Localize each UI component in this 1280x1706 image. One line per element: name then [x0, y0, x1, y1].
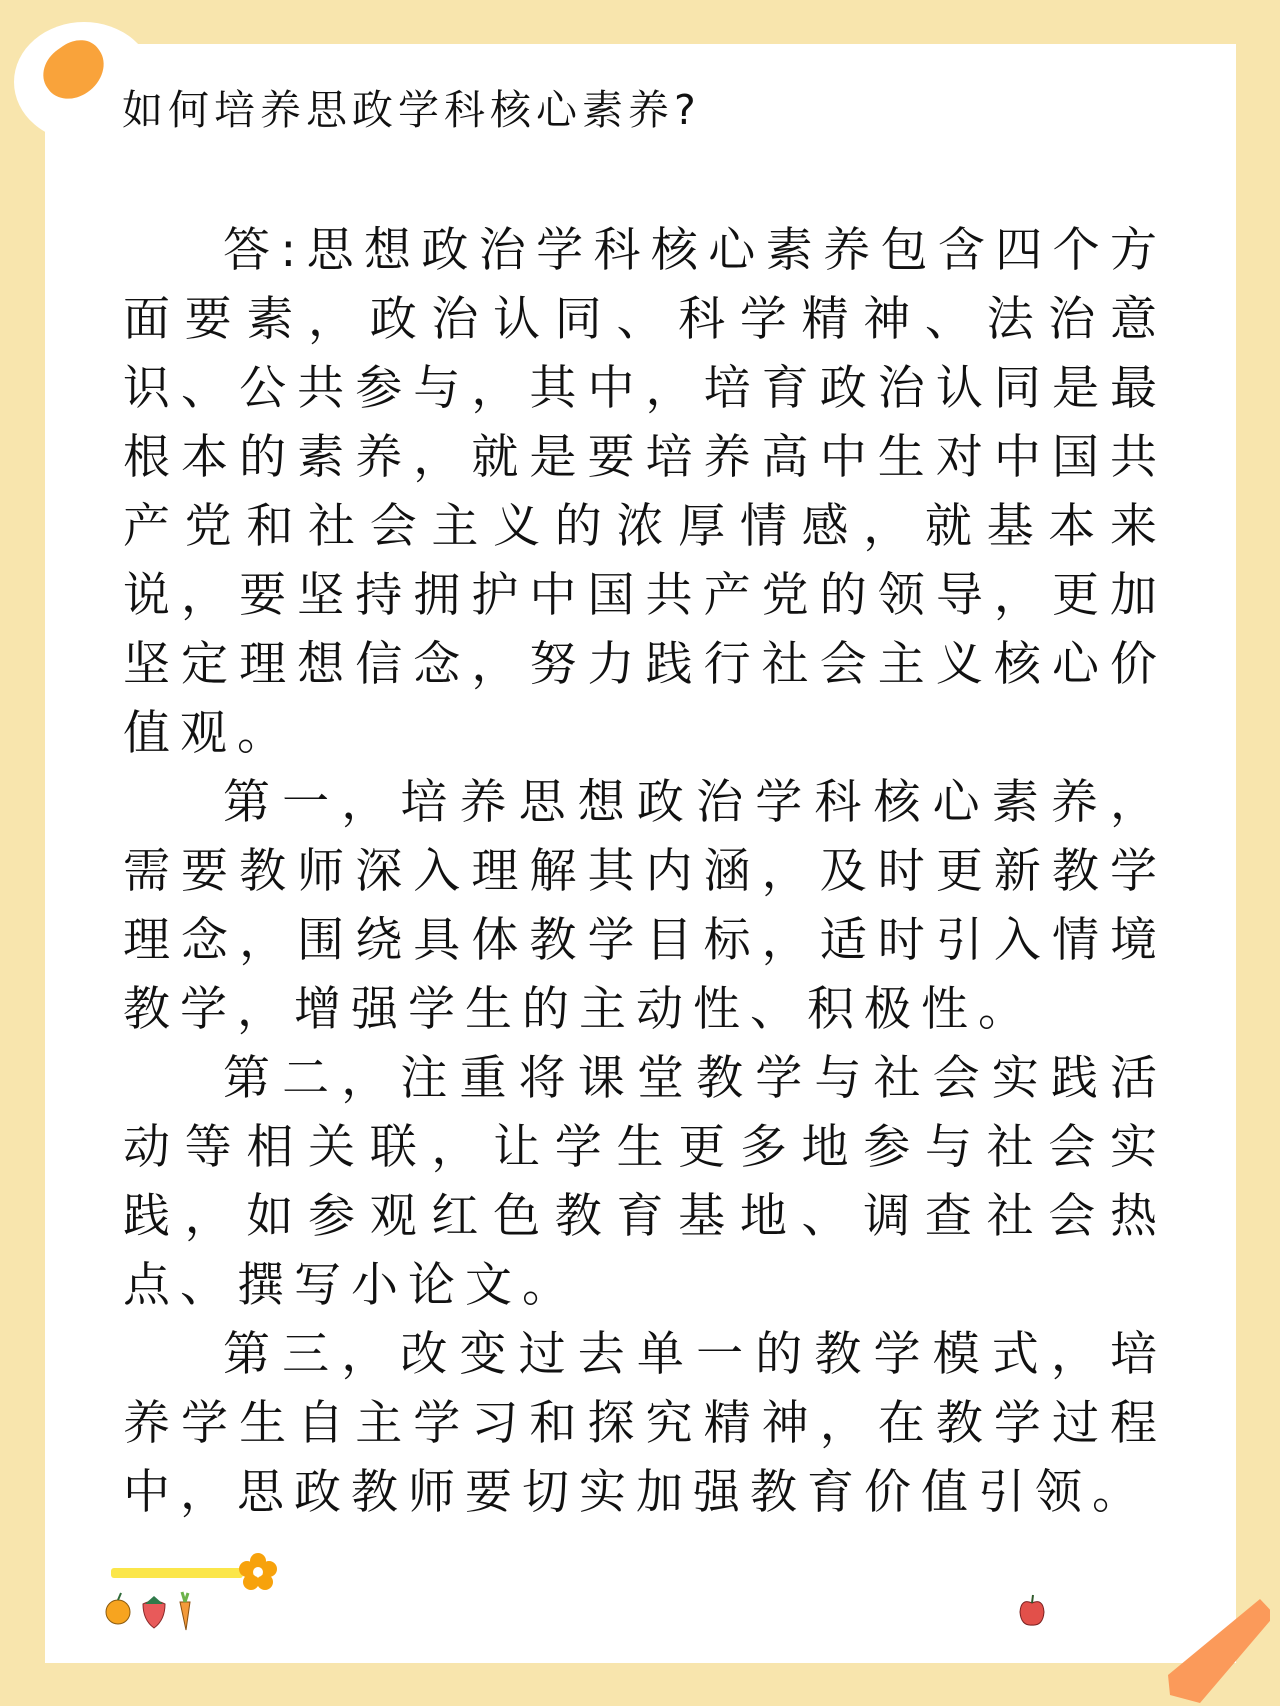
paragraph-line: 说，要坚持拥护中国共产党的领导，更加	[123, 568, 1157, 623]
paragraph-line: 根本的素养，就是要培养高中生对中国共	[123, 430, 1157, 485]
flower-icon	[238, 1552, 278, 1592]
paragraph-line: 坚定理想信念，努力践行社会主义核心价	[123, 637, 1157, 692]
paragraph-line: 需要教师深入理解其内涵，及时更新教学	[123, 844, 1157, 899]
paragraph-line: 面要素，政治认同、科学精神、法治意	[123, 292, 1157, 347]
highlight-bar	[111, 1568, 243, 1578]
paragraph-line: 产党和社会主义的浓厚情感，就基本来	[123, 499, 1157, 554]
paragraph-line: 践，如参观红色教育基地、调查社会热	[123, 1189, 1157, 1244]
paragraph-line: 理念，围绕具体教学目标，适时引入情境	[123, 913, 1157, 968]
paragraph-line: 第一，培养思想政治学科核心素养，	[223, 775, 1157, 830]
page-title: 如何培养思政学科核心素养?	[122, 86, 701, 134]
fruit-icons	[104, 1590, 194, 1632]
paragraph-line: 养学生自主学习和探究精神，在教学过程	[123, 1396, 1157, 1451]
paragraph-line: 值观。	[123, 706, 294, 761]
paragraph-line: 动等相关联，让学生更多地参与社会实	[123, 1120, 1157, 1175]
paragraph-line: 识、公共参与，其中，培育政治认同是最	[123, 361, 1157, 416]
orange-icon	[104, 1590, 132, 1626]
paragraph-line: 答:思想政治学科核心素养包含四个方	[223, 223, 1157, 278]
paragraph-line: 中，思政教师要切实加强教育价值引领。	[123, 1465, 1149, 1520]
apple-icon	[1017, 1594, 1047, 1628]
brush-stroke-decoration	[1160, 1595, 1270, 1705]
paragraph-line: 教学，增强学生的主动性、积极性。	[123, 982, 1035, 1037]
answer-body	[123, 216, 1157, 1527]
strawberry-icon	[140, 1590, 168, 1630]
paragraph-line: 点、撰写小论文。	[123, 1258, 579, 1313]
paragraph-line: 第二，注重将课堂教学与社会实践活	[223, 1051, 1157, 1106]
paragraph-line: 第三，改变过去单一的教学模式，培	[223, 1327, 1157, 1382]
carrot-icon	[176, 1590, 194, 1632]
